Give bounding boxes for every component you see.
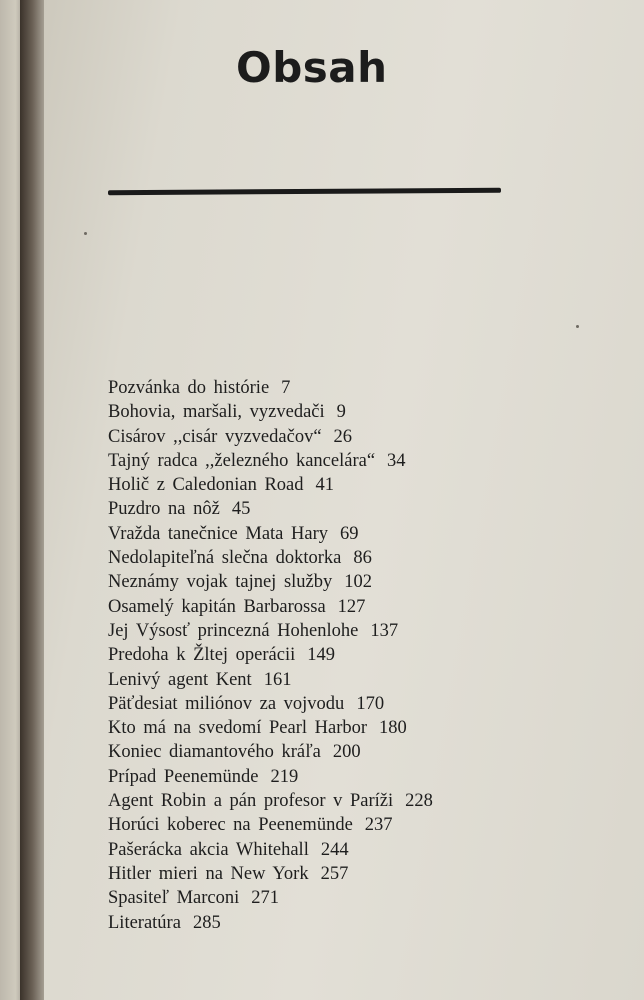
toc-entry [108, 619, 628, 643]
toc-entry [108, 862, 628, 886]
toc-entry-page-number: 86 [353, 548, 372, 569]
toc-entry-page-number: 102 [344, 572, 373, 593]
toc-entry-title: Hitler mieri na New York [108, 863, 309, 884]
toc-entry-title: Pozvánka do histórie [108, 378, 270, 398]
toc-entry-page-number: 127 [337, 596, 366, 617]
toc-entry-page-number: 161 [263, 669, 292, 690]
toc-entry [108, 886, 628, 910]
toc-entry [108, 473, 628, 497]
toc-entry [108, 643, 628, 667]
toc-entry [108, 813, 628, 837]
toc-entry-page-number: 200 [332, 742, 361, 763]
toc-entry-title: Tajný radca ,,železného kancelára“ [108, 450, 376, 471]
toc-entry-page-number: 180 [379, 718, 407, 739]
toc-entry-title: Prípad Peenemünde [108, 766, 259, 787]
toc-entry [108, 376, 628, 400]
toc-entry [108, 595, 628, 619]
toc-entry-page-number: 271 [251, 888, 280, 909]
toc-entry-title: Agent Robin a pán profesor v Paríži [108, 791, 394, 812]
toc-entry-page-number: 257 [320, 863, 349, 884]
toc-entry-page-number: 7 [281, 378, 291, 398]
toc-entry-title: Päťdesiat miliónov za vojvodu [108, 693, 345, 714]
toc-entry-title: Bohovia, maršali, vyzvedači [108, 402, 325, 423]
toc-entry-page-number: 26 [333, 426, 353, 447]
toc-entry [108, 570, 628, 594]
toc-entry [108, 765, 628, 789]
toc-entry-title: Spasiteľ Marconi [108, 888, 240, 909]
toc-entry-page-number: 149 [307, 645, 336, 666]
toc-entry-title: Lenivý agent Kent [108, 669, 252, 690]
toc-entry-title: Predoha k Žltej operácii [108, 645, 296, 666]
toc-entry [108, 668, 628, 692]
toc-entry [108, 497, 628, 521]
toc-entry-title: Horúci koberec na Peenemünde [108, 815, 353, 836]
table-of-contents [108, 376, 628, 935]
page-title: Obsah [236, 43, 388, 92]
toc-entry-page-number: 285 [192, 912, 221, 933]
toc-entry-title: Osamelý kapitán Barbarossa [108, 596, 326, 617]
toc-entry-page-number: 237 [364, 815, 393, 836]
toc-entry-page-number: 9 [336, 402, 346, 423]
toc-entry-title: Holič z Caledonian Road [108, 475, 304, 496]
toc-entry-title: Neznámy vojak tajnej služby [108, 572, 333, 593]
toc-entry [108, 400, 628, 424]
toc-entry-title: Koniec diamantového kráľa [108, 742, 321, 763]
toc-entry [108, 838, 628, 862]
toc-entry [108, 522, 628, 546]
toc-entry-page-number: 69 [340, 523, 359, 544]
toc-entry [108, 692, 628, 716]
toc-entry [108, 716, 628, 740]
toc-entry [108, 449, 628, 473]
toc-entry-title: Pašerácka akcia Whitehall [108, 839, 309, 860]
toc-entry-title: Cisárov ,,cisár vyzvedačov“ [108, 426, 322, 447]
toc-entry-title: Jej Výsosť princezná Hohenlohe [108, 620, 359, 641]
paper-speck [576, 325, 579, 328]
toc-entry-page-number: 137 [370, 620, 399, 641]
toc-entry-page-number: 170 [356, 693, 385, 714]
toc-entry-page-number: 228 [405, 791, 433, 812]
toc-entry [108, 740, 628, 764]
toc-entry [108, 789, 628, 813]
toc-entry-title: Nedolapiteľná slečna doktorka [108, 548, 342, 569]
toc-entry-page-number: 34 [387, 450, 406, 471]
toc-entry-title: Kto má na svedomí Pearl Harbor [108, 718, 368, 739]
toc-entry-page-number: 41 [315, 475, 334, 496]
toc-entry-title: Literatúra [108, 912, 181, 933]
toc-entry [108, 911, 628, 935]
toc-entry-page-number: 244 [320, 839, 349, 860]
toc-entry [108, 546, 628, 570]
toc-entry [108, 425, 628, 449]
paper-speck [84, 232, 87, 235]
toc-entry-page-number: 45 [231, 499, 251, 520]
toc-entry-title: Puzdro na nôž [108, 499, 220, 520]
toc-entry-title: Vražda tanečnice Mata Hary [108, 523, 328, 544]
toc-entry-page-number: 219 [270, 766, 299, 787]
